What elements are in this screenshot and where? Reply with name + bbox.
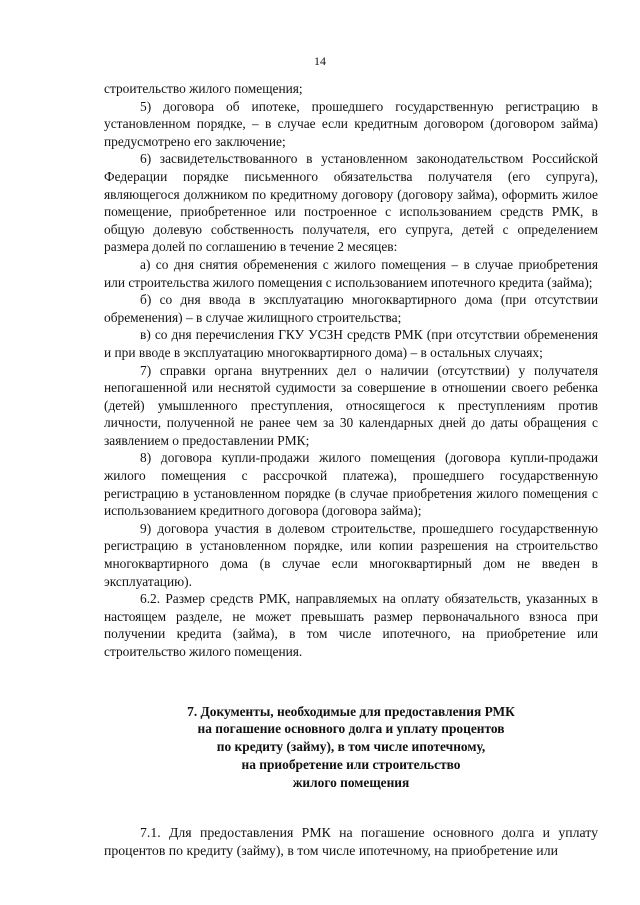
heading-line: 7. Документы, необходимые для предоставления РМК: [187, 703, 515, 719]
section-heading: [104, 703, 598, 792]
paragraph-subitem-b: б) со дня ввода в эксплуатацию многоквартирного дома (при отсутствии обременения) – в случае жилищного строительства;: [104, 292, 598, 325]
paragraph-item-9: 9) договора участия в долевом строительстве, прошедшего государственную регистрацию в установленном порядке, или копии разрешения на строительство многоквартирного дома (в случае если многоквартирный дом не введен в эксплуатацию).: [104, 520, 598, 589]
paragraph-continuation: строительство жилого помещения;: [104, 81, 303, 96]
heading-line: на приобретение или строительство: [241, 756, 461, 772]
paragraph-item-5: 5) договора об ипотеке, прошедшего государственную регистрацию в установленном порядке, – в случае если кредитным договором (договором займа) предусмотрено его заключение;: [104, 98, 598, 149]
page-number: 14: [314, 54, 326, 68]
paragraph-6-2: 6.2. Размер средств РМК, направляемых на оплату обязательств, указанных в настоящем разделе, не может превышать размер первоначального взноса при получении кредита (займа), в том числе ипотечного, на приобретение или строительство жилого помещения.: [104, 591, 598, 659]
heading-line: на погашение основного долга и уплату процентов: [197, 721, 505, 737]
heading-line: по кредиту (займу), в том числе ипотечному,: [216, 739, 486, 755]
heading-line: жилого помещения: [292, 774, 410, 790]
paragraph-item-6: 6) засвидетельствованного в установленном законодательством Российской Федерации порядке письменного обязательства получателя (его супруга), являющегося должником по кредитному договору (договору займа), оформить жилое помещение, приобретенное или построенное с использованием средств РМК, в общую долевую собственность получателя, его супруга, детей с определением размера долей по соглашению в течение 2 месяцев:: [104, 151, 598, 255]
paragraph-7-1: 7.1. Для предоставления РМК на погашение основного долга и уплату процентов по кредиту (займу), в том числе ипотечному, на приобретение или: [104, 824, 598, 859]
paragraph-subitem-a: а) со дня снятия обременения с жилого помещения – в случае приобретения или строительства жилого помещения с использованием ипотечного кредита (займа);: [104, 256, 598, 290]
paragraph-item-8: 8) договора купли-продажи жилого помещения (договора купли-продажи жилого помещения с рассрочкой платежа), прошедшего государственную регистрацию в установленном порядке (в случае приобретения жилого помещения с использованием кредитного договора (договора займа);: [104, 450, 598, 519]
paragraph-item-7: 7) справки органа внутренних дел о наличии (отсутствии) у получателя непогашенной или неснятой судимости за совершение в отношении своего ребенка (детей) умышленного преступления, относящегося к преступлениям против личности, полученной не ранее чем за 30 календарных дней до даты обращения с заявлением о предоставлении РМК;: [104, 362, 598, 448]
paragraph-subitem-v: в) со дня перечисления ГКУ УСЗН средств РМК (при отсутствии обременения и при вводе в эксплуатацию многоквартирного дома) – в остальных случаях;: [104, 327, 598, 360]
document-body: [104, 80, 598, 861]
